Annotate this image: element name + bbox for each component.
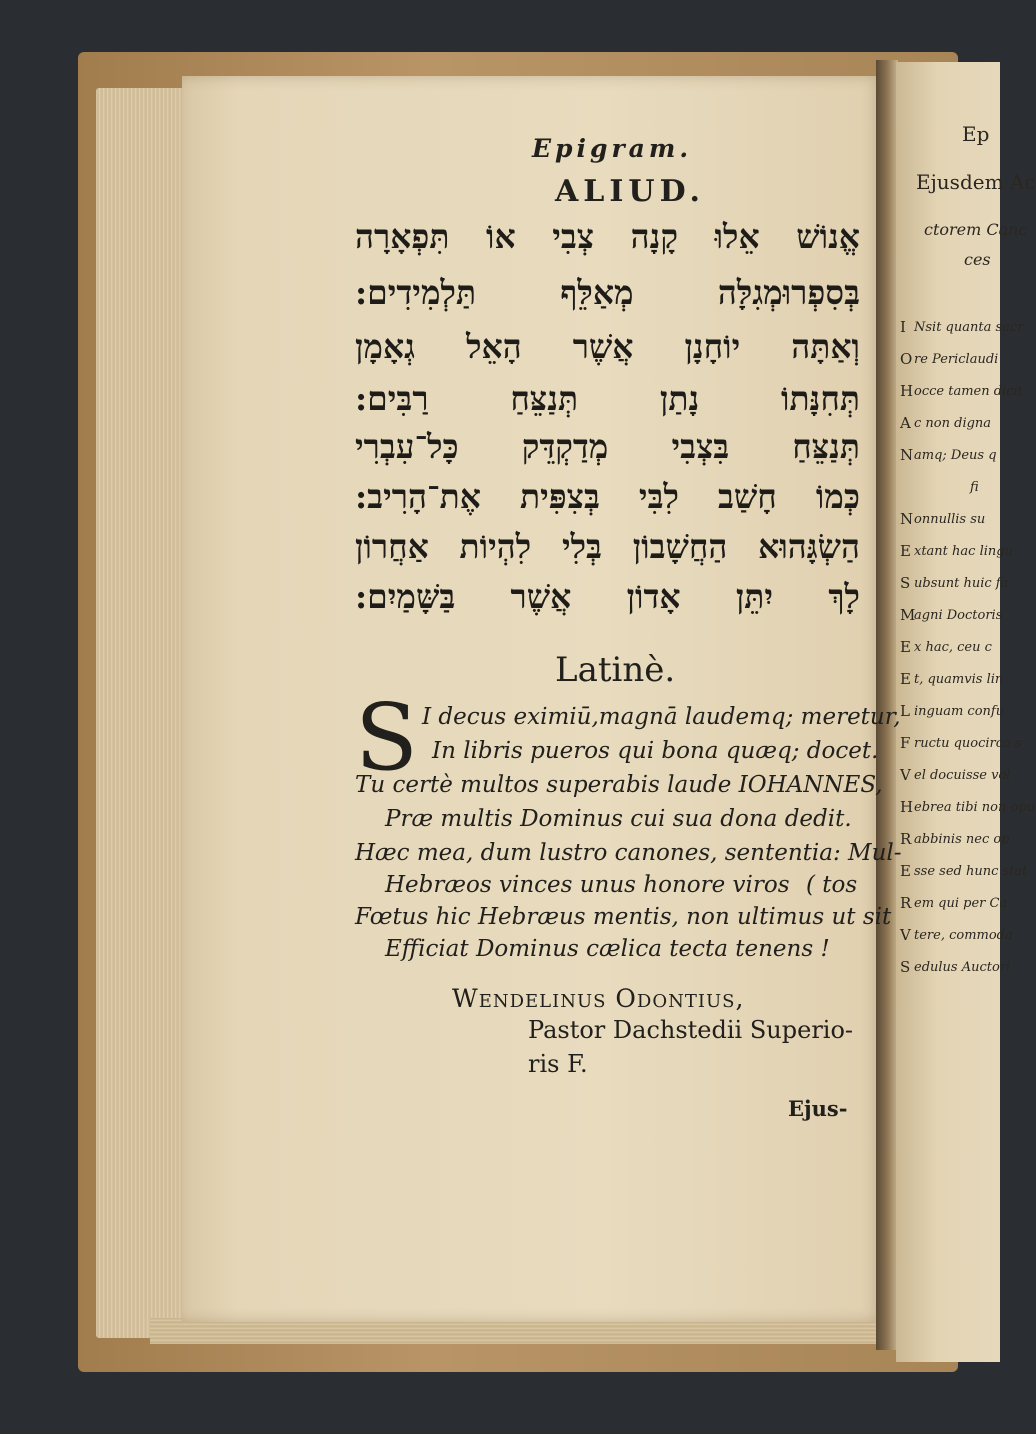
right-text-line: occe tamen dicit	[914, 384, 1023, 399]
right-acrostic-letter: I	[900, 318, 906, 336]
right-acrostic-letter: L	[900, 702, 910, 720]
hebrew-line: בְּסִפְרוּמְגִלָּה מְאַלֵּף תַּלְמִידִים:	[355, 273, 860, 312]
right-acrostic-letter: O	[900, 350, 913, 368]
latin-line: I decus eximiū,magnā laudemq; meretur,	[422, 704, 901, 730]
right-acrostic-letter: F	[900, 734, 911, 752]
signature-role: ris F.	[528, 1050, 588, 1078]
latin-line: Hæc mea, dum lustro canones, sententia: Mul-	[355, 840, 902, 866]
right-text-line: t, quamvis lin	[914, 672, 1004, 687]
hebrew-line: לָךְ יִתֵּן אָדוֹן אֲשֶׁר בַּשָּׁמַיִם:	[355, 577, 860, 616]
latin-line: Hebræos vinces unus honore viros	[385, 872, 790, 898]
latin-line: In libris pueros qui bona quæq; docet.	[432, 738, 879, 764]
right-title-line: Ejusdem Ac	[916, 170, 1036, 194]
right-text-line: tere, commoda	[914, 928, 1013, 943]
running-header: Epigram.	[532, 134, 693, 163]
right-acrostic-letter: R	[900, 894, 912, 912]
right-text-line: xtant hac lingu	[914, 544, 1013, 559]
right-text-line: agni Doctoris	[914, 608, 1003, 623]
right-text-line: edulus Auctori	[914, 960, 1011, 975]
latin-line: Efficiat Dominus cælica tecta tenens !	[385, 936, 830, 962]
right-text-line: Nsit quanta sacr	[914, 320, 1024, 335]
right-running-header: Ep	[962, 122, 990, 146]
signature-name: Wendelinus Odontius,	[452, 984, 745, 1013]
right-acrostic-letter: A	[900, 414, 911, 432]
latin-section-title: Latinè.	[555, 650, 676, 690]
right-title-line: ctorem Canc	[924, 220, 1028, 239]
right-acrostic-letter: N	[900, 510, 914, 528]
hebrew-line: תְּחִנָּתוֹ נָתַן תְּנַצֵּחַ רַבִּים:	[355, 379, 860, 418]
latin-line-turnover: ( tos	[806, 872, 858, 898]
right-text-line: onnullis su	[914, 512, 986, 527]
right-acrostic-letter: E	[900, 638, 911, 656]
hebrew-line: כְּמוֹ חָשַׁב לִבִּי בְּצִפִּית אֶת־הָרִיב:	[355, 477, 860, 516]
hebrew-line: וְאַתָּה יוֹחָנָן אֲשֶׁר הָאֵל גְאָמָן	[355, 327, 860, 366]
right-title-line: ces	[964, 250, 991, 269]
right-text-line: abbinis nec op	[914, 832, 1010, 847]
hebrew-line: אֱנוֹשׁ אֵלוּ קָנָה צְבִי אוֹ תִּפְאָרָה	[355, 217, 860, 256]
right-acrostic-letter: N	[900, 446, 914, 464]
right-text-line: ubsunt huic fa	[914, 576, 1009, 591]
latin-line: Præ multis Dominus cui sua dona dedit.	[385, 806, 852, 832]
right-text-line: el docuisse vol	[914, 768, 1011, 783]
right-acrostic-letter: S	[900, 958, 911, 976]
right-acrostic-letter: S	[900, 574, 911, 592]
right-acrostic-letter: M	[900, 606, 916, 624]
right-acrostic-letter: R	[900, 830, 912, 848]
hebrew-line: הַשְׂגָּהוּא הַחֲשָׁבוֹן בְּלִי לִהְיוֹת אַחֲרוֹן	[355, 527, 860, 566]
right-text-line: sse sed hunc stat	[914, 864, 1028, 879]
right-text-line: c non digna	[914, 416, 992, 431]
right-acrostic-letter: E	[900, 542, 911, 560]
right-acrostic-letter: V	[900, 926, 911, 944]
page-edges-left	[96, 88, 196, 1338]
right-acrostic-letter: V	[900, 766, 911, 784]
right-acrostic-letter: H	[900, 798, 914, 816]
latin-line: Tu certè multos superabis laude IOHANNES,	[355, 772, 883, 798]
latin-line: Fœtus hic Hebræus mentis, non ultimus ut sit	[355, 904, 892, 930]
right-text-line: re Periclaudi	[914, 352, 999, 367]
right-text-line: amq; Deus q	[914, 448, 997, 463]
section-heading: ALIUD.	[555, 174, 705, 209]
right-text-line: fi	[970, 480, 979, 495]
right-text-line: ebrea tibi non opu	[914, 800, 1036, 815]
right-acrostic-letter: E	[900, 670, 911, 688]
left-page	[182, 76, 882, 1322]
signature-role: Pastor Dachstedii Superio-	[528, 1016, 854, 1044]
catchword: Ejus-	[788, 1096, 848, 1121]
hebrew-line: תְּנַצֵּחַ בִּצְבִי מְדַקְדֵּק כָּל־עִבְרִי	[355, 427, 860, 466]
right-acrostic-letter: H	[900, 382, 914, 400]
right-text-line: ructu quocirca s	[914, 736, 1022, 751]
right-acrostic-letter: E	[900, 862, 911, 880]
right-text-line: x hac, ceu c	[914, 640, 992, 655]
drop-capital: S	[355, 684, 419, 791]
right-text-line: inguam confu	[914, 704, 1005, 719]
right-text-line: em qui per Ca	[914, 896, 1008, 911]
